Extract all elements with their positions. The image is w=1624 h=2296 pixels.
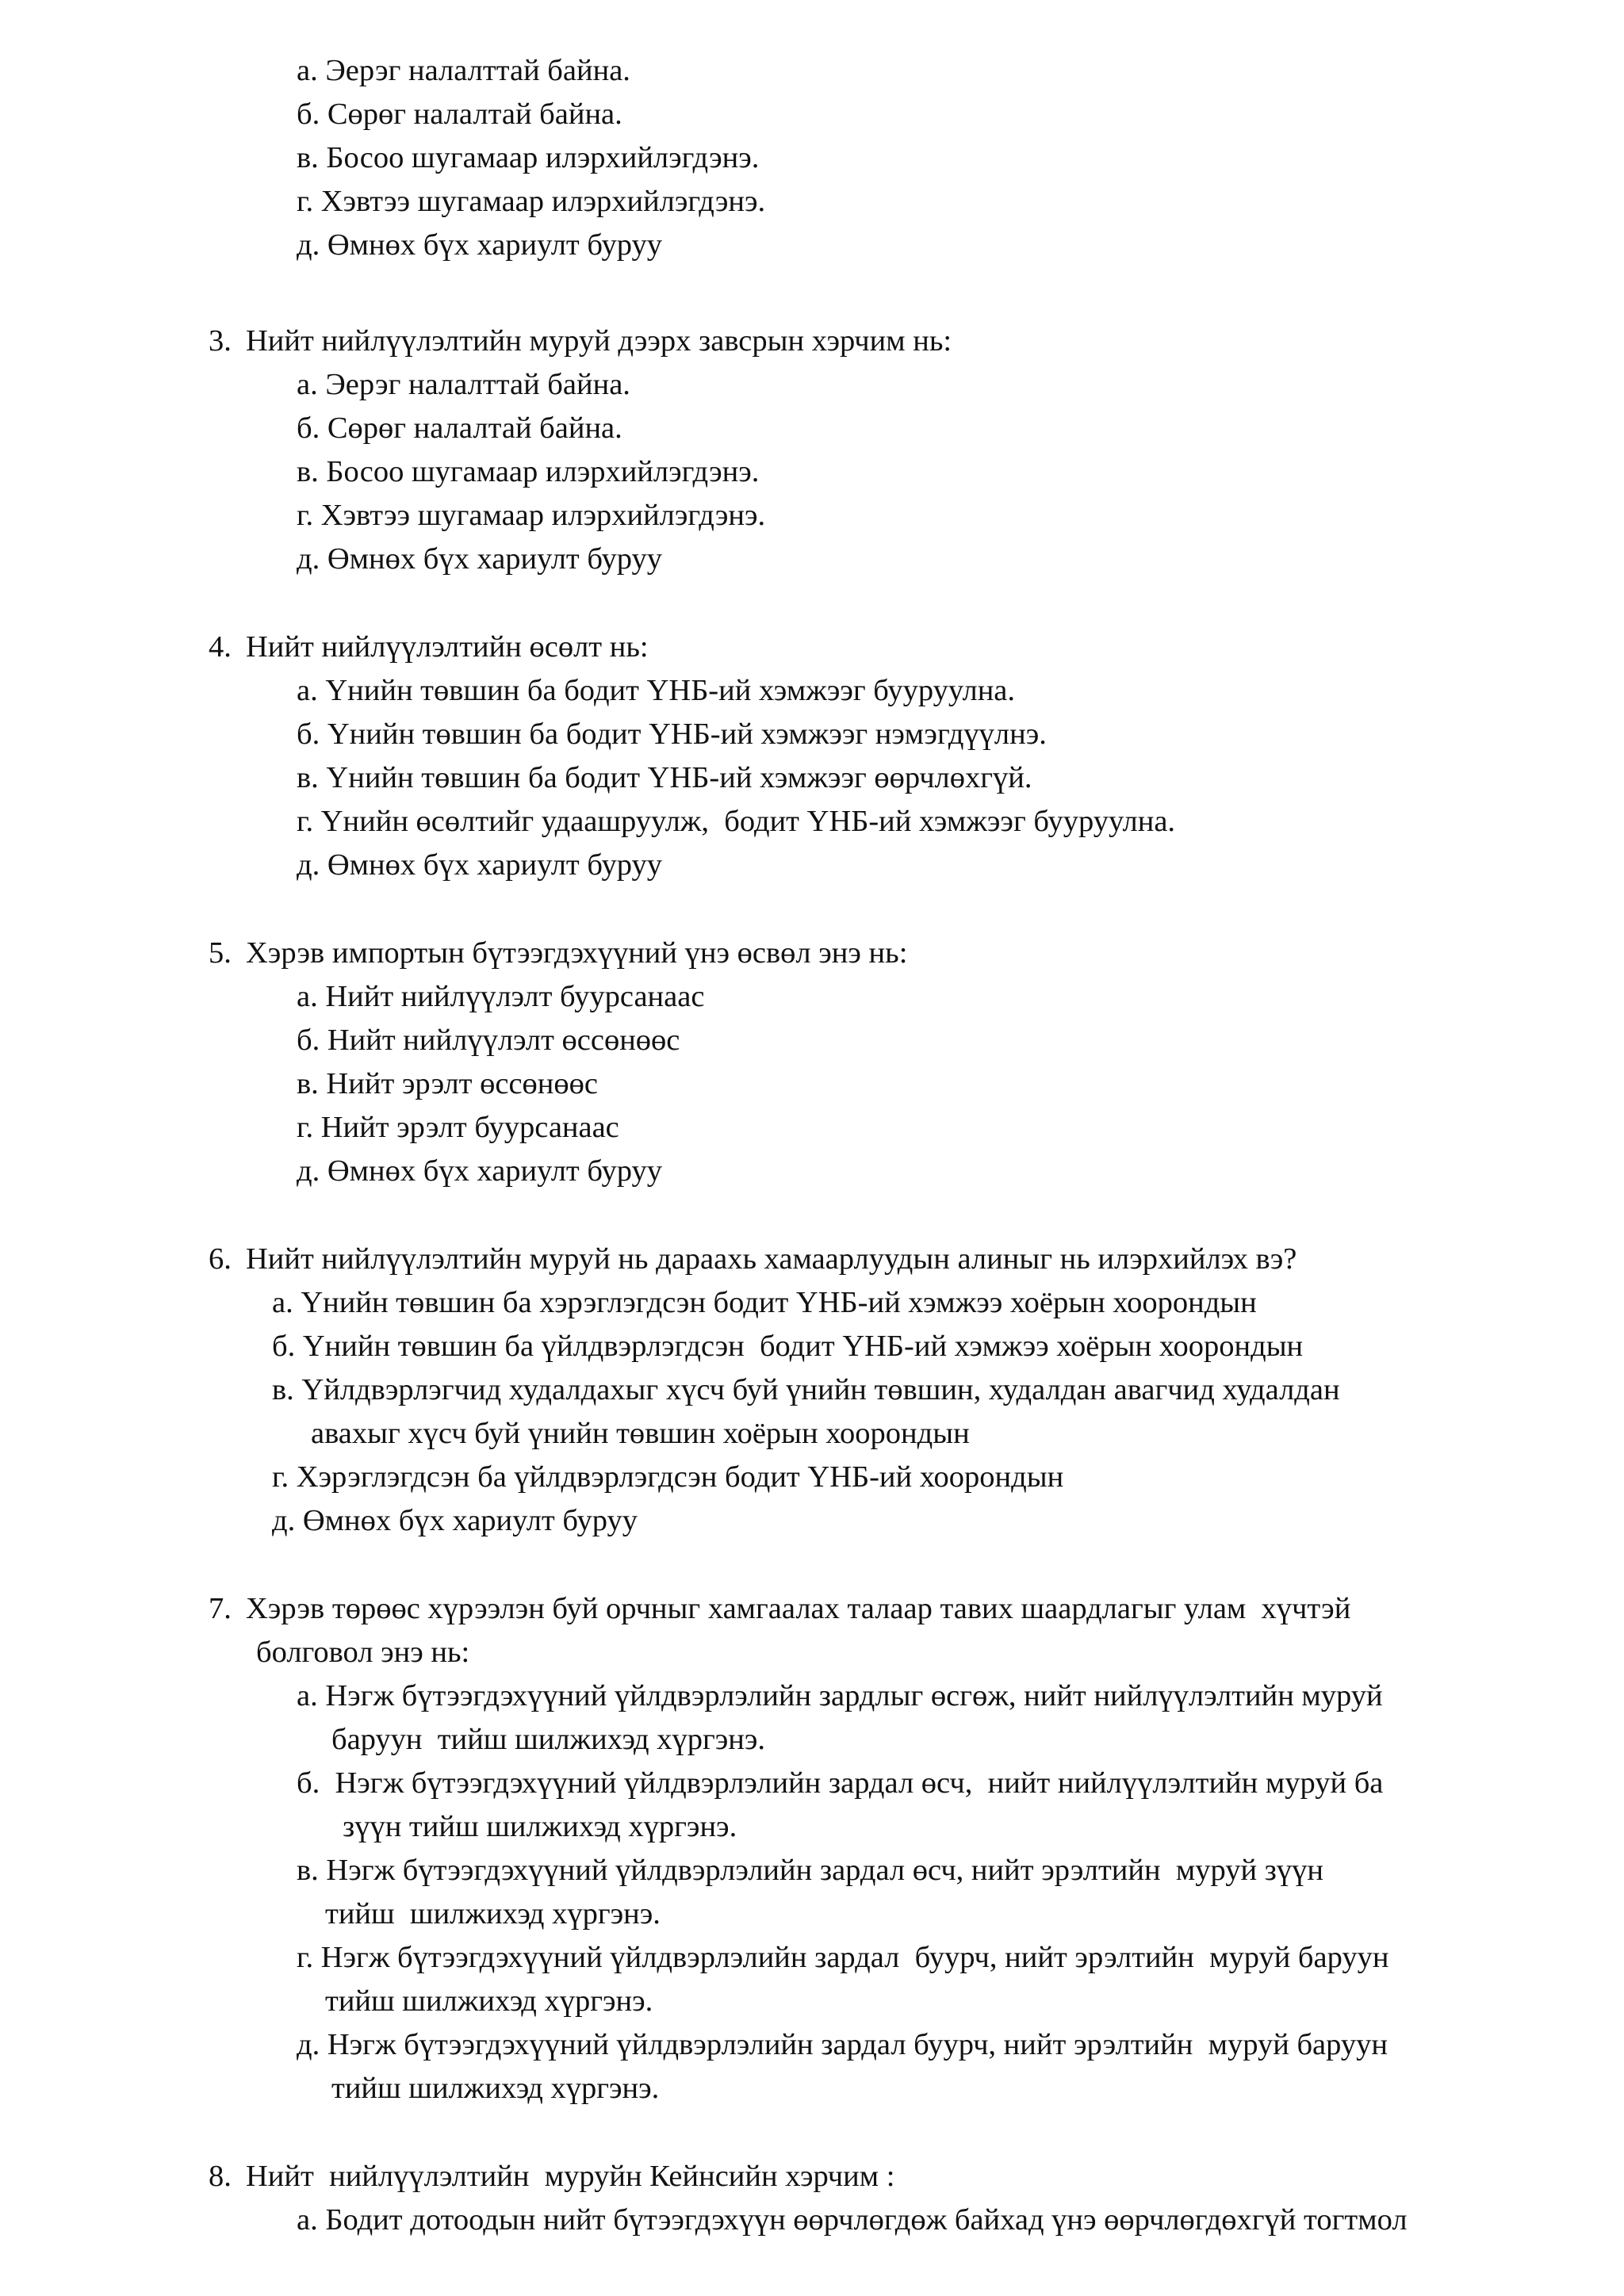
- option-line: в. Босоо шугамаар илэрхийлэгдэнэ.: [297, 141, 760, 174]
- question-number: 7.: [209, 1592, 232, 1625]
- question-number: 3.: [209, 324, 232, 358]
- option-line: в. Босоо шугамаар илэрхийлэгдэнэ.: [297, 455, 760, 488]
- option-line: тийш шилжихэд хүргэнэ.: [331, 2072, 660, 2105]
- option-line: в. Нэгж бүтээгдэхүүний үйлдвэрлэлийн зардал өсч, нийт эрэлтийн муруй зүүн: [297, 1854, 1323, 1887]
- option-line: д. Өмнөх бүх хариулт буруу: [297, 1154, 662, 1188]
- option-line: б. Үнийн төвшин ба бодит ҮНБ-ий хэмжээг нэмэгдүүлнэ.: [297, 718, 1047, 751]
- option-line: тийш шилжихэд хүргэнэ.: [325, 1984, 653, 2018]
- question-number: 4.: [209, 630, 232, 664]
- option-line: а. Нийт нийлүүлэлт буурсанаас: [297, 980, 705, 1013]
- question-text: Хэрэв импортын бүтээгдэхүүний үнэ өсвөл энэ нь:: [246, 936, 908, 970]
- option-line: в. Нийт эрэлт өссөнөөс: [297, 1067, 598, 1100]
- option-line: г. Үнийн өсөлтийг удаашруулж, бодит ҮНБ-ий хэмжээг бууруулна.: [297, 805, 1176, 838]
- option-line: д. Өмнөх бүх хариулт буруу: [297, 542, 662, 576]
- option-line: авахыг хүсч буй үнийн төвшин хоёрын хоорондын: [311, 1417, 970, 1450]
- option-line: а. Үнийн төвшин ба бодит ҮНБ-ий хэмжээг бууруулна.: [297, 674, 1016, 707]
- question-text: болговол энэ нь:: [256, 1636, 470, 1669]
- option-line: б. Нэгж бүтээгдэхүүний үйлдвэрлэлийн зардал өсч, нийт нийлүүлэлтийн муруй ба: [297, 1766, 1384, 1800]
- question-number: 8.: [209, 2160, 232, 2193]
- option-line: зүүн тийш шилжихэд хүргэнэ.: [343, 1810, 737, 1843]
- option-line: д. Нэгж бүтээгдэхүүний үйлдвэрлэлийн зардал буурч, нийт эрэлтийн муруй баруун: [297, 2028, 1388, 2061]
- option-line: г. Нэгж бүтээгдэхүүний үйлдвэрлэлийн зардал буурч, нийт эрэлтийн муруй баруун: [297, 1941, 1389, 1974]
- option-line: б. Сөрөг налалтай байна.: [297, 411, 622, 445]
- question-text: Нийт нийлүүлэлтийн муруйн Кейнсийн хэрчим :: [246, 2160, 895, 2193]
- question-text: Хэрэв төрөөс хүрээлэн буй орчныг хамгаалах талаар тавих шаардлагыг улам хүчтэй: [246, 1592, 1351, 1625]
- question-text: Нийт нийлүүлэлтийн муруй дээрх завсрын хэрчим нь:: [246, 324, 952, 358]
- option-line: г. Хэвтээ шугамаар илэрхийлэгдэнэ.: [297, 499, 766, 532]
- option-line: д. Өмнөх бүх хариулт буруу: [272, 1504, 638, 1537]
- question-number: 5.: [209, 936, 232, 970]
- option-line: д. Өмнөх бүх хариулт буруу: [297, 228, 662, 262]
- option-line: б. Үнийн төвшин ба үйлдвэрлэгдсэн бодит ҮНБ-ий хэмжээ хоёрын хоорондын: [272, 1330, 1304, 1363]
- option-line: б. Сөрөг налалтай байна.: [297, 98, 622, 131]
- option-line: г. Хэрэглэгдсэн ба үйлдвэрлэгдсэн бодит ҮНБ-ий хоорондын: [272, 1460, 1064, 1494]
- option-line: г. Хэвтээ шугамаар илэрхийлэгдэнэ.: [297, 185, 766, 218]
- option-line: б. Нийт нийлүүлэлт өссөнөөс: [297, 1024, 680, 1057]
- option-line: д. Өмнөх бүх хариулт буруу: [297, 848, 662, 882]
- question-text: Нийт нийлүүлэлтийн муруй нь дараахь хамаарлуудын алиныг нь илэрхийлэх вэ?: [246, 1242, 1297, 1276]
- option-line: в. Үнийн төвшин ба бодит ҮНБ-ий хэмжээг өөрчлөхгүй.: [297, 761, 1032, 794]
- option-line: в. Үйлдвэрлэгчид худалдахыг хүсч буй үнийн төвшин, худалдан авагчид худалдан: [272, 1373, 1340, 1406]
- option-line: а. Эерэг налалттай байна.: [297, 54, 630, 87]
- option-line: а. Эерэг налалттай байна.: [297, 368, 630, 401]
- option-line: тийш шилжихэд хүргэнэ.: [325, 1897, 661, 1931]
- option-line: г. Нийт эрэлт буурсанаас: [297, 1111, 619, 1144]
- option-line: баруун тийш шилжихэд хүргэнэ.: [331, 1723, 766, 1756]
- option-line: а. Бодит дотоодын нийт бүтээгдэхүүн өөрчлөгдөж байхад үнэ өөрчлөгдөхгүй тогтмол: [297, 2203, 1408, 2237]
- option-line: а. Нэгж бүтээгдэхүүний үйлдвэрлэлийн зардлыг өсгөж, нийт нийлүүлэлтийн муруй: [297, 1679, 1383, 1712]
- option-line: а. Үнийн төвшин ба хэрэглэгдсэн бодит ҮНБ-ий хэмжээ хоёрын хоорондын: [272, 1286, 1257, 1319]
- question-number: 6.: [209, 1242, 232, 1276]
- question-text: Нийт нийлүүлэлтийн өсөлт нь:: [246, 630, 649, 664]
